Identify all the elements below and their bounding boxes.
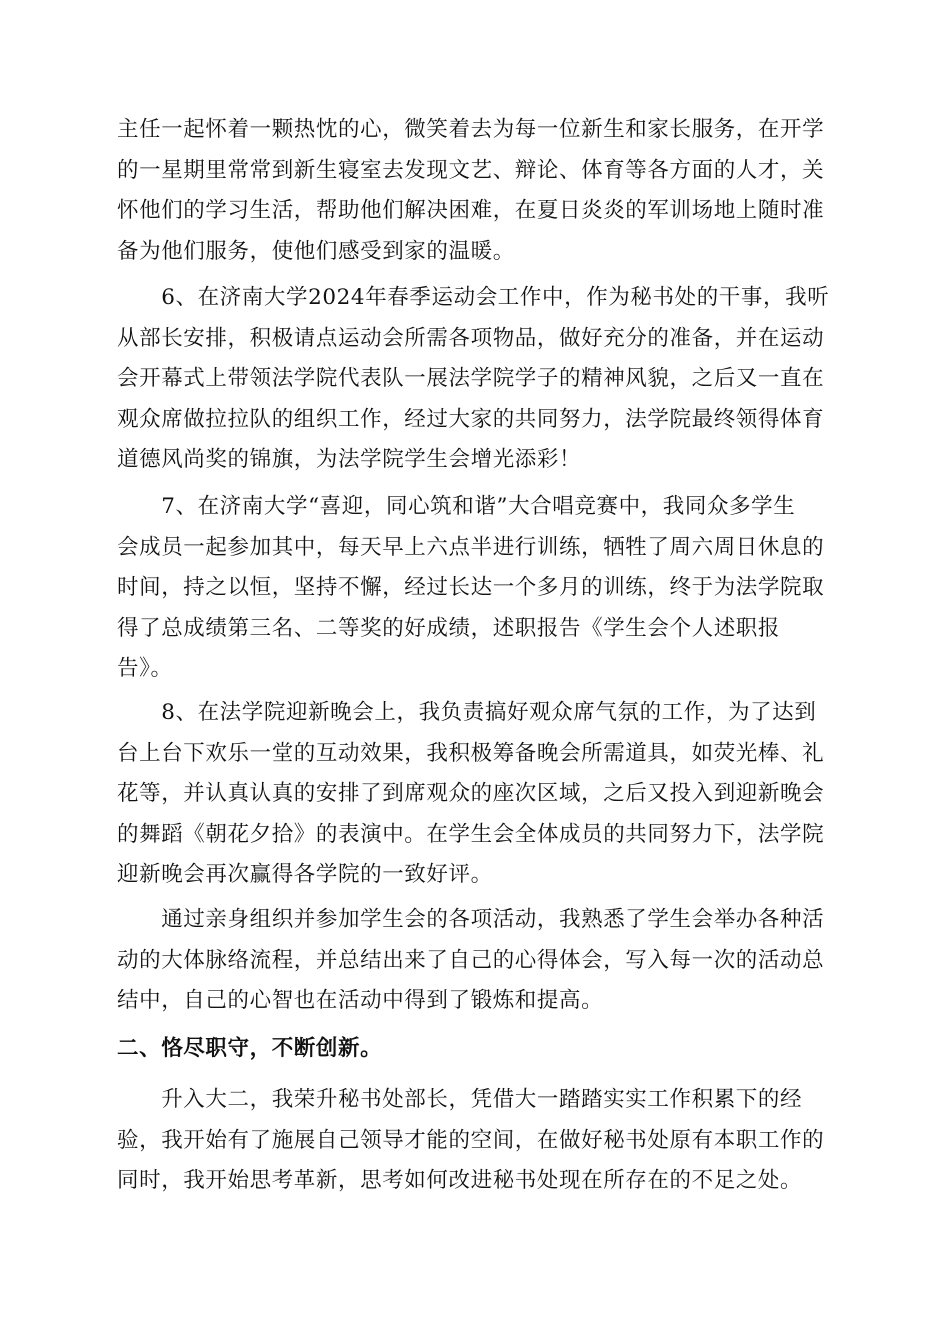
paragraph-sophomore <box>117 1080 837 1202</box>
text-line: 的舞蹈《朝花夕拾》的表演中。在学生会全体成员的共同努力下，法学院 <box>117 821 825 847</box>
text-line: 告》。 <box>117 656 173 681</box>
paragraph-continuation <box>117 110 837 272</box>
text-line: 从部长安排，积极请点运动会所需各项物品，做好充分的准备，并在运动 <box>117 325 825 351</box>
text-line: 迎新晚会再次赢得各学院的一致好评。 <box>117 862 493 887</box>
paragraph-item-6 <box>117 278 837 481</box>
text-line: 7、在济南大学“喜迎，同心筑和谐”大合唱竞赛中，我同众多学生 <box>117 494 796 519</box>
text-line: 花等，并认真认真的安排了到席观众的座次区域，之后又投入到迎新晚会 <box>117 781 825 806</box>
text-line: 结中，自己的心智也在活动中得到了锻炼和提高。 <box>117 988 604 1013</box>
text-line: 8、在法学院迎新晚会上，我负责搞好观众席气氛的工作，为了达到 <box>117 700 817 725</box>
text-line: 会成员一起参加其中，每天早上六点半进行训练，牺牲了周六周日休息的 <box>117 534 825 560</box>
text-line: 时间，持之以恒，坚持不懈，经过长达一个多月的训练，终于为法学院取 <box>117 575 825 600</box>
text-line: 备为他们服务，使他们感受到家的温暖。 <box>117 238 515 264</box>
text-line: 得了总成绩第三名、二等奖的好成绩，述职报告《学生会个人述职报 <box>117 615 781 641</box>
text-line: 通过亲身组织并参加学生会的各项活动，我熟悉了学生会举办各种活 <box>117 907 825 932</box>
section-heading: 二、恪尽职守，不断创新。 <box>117 1036 383 1061</box>
text-line: 升入大二，我荣升秘书处部长，凭借大一踏踏实实工作积累下的经 <box>117 1087 803 1112</box>
text-line: 怀他们的学习生活，帮助他们解决困难，在夏日炎炎的军训场地上随时准 <box>117 198 825 223</box>
paragraph-item-7 <box>117 487 837 690</box>
paragraph-item-8 <box>117 693 837 896</box>
text-line: 动的大体脉络流程，并总结出来了自己的心得体会，写入每一次的活动总 <box>117 947 825 973</box>
text-line: 的一星期里常常到新生寝室去发现文艺、辩论、体育等各方面的人才，关 <box>117 157 825 183</box>
text-line: 观众席做拉拉队的组织工作，经过大家的共同努力，法学院最终领得体育 <box>117 406 825 432</box>
text-line: 验，我开始有了施展自己领导才能的空间，在做好秘书处原有本职工作的 <box>117 1127 825 1153</box>
paragraph-summary <box>117 900 837 1022</box>
text-line: 6、在济南大学2024年春季运动会工作中，作为秘书处的干事，我听 <box>117 285 830 310</box>
text-line: 道德风尚奖的锦旗，为法学院学生会增光添彩！ <box>117 447 582 472</box>
text-line: 主任一起怀着一颗热忱的心，微笑着去为每一位新生和家长服务，在开学 <box>117 117 825 142</box>
text-line: 会开幕式上带领法学院代表队一展法学院学子的精神风貌，之后又一直在 <box>117 366 825 391</box>
text-line: 台上台下欢乐一堂的互动效果，我积极筹备晚会所需道具，如荧光棒、礼 <box>117 740 825 766</box>
text-line: 同时，我开始思考革新，思考如何改进秘书处现在所存在的不足之处。 <box>117 1168 803 1193</box>
